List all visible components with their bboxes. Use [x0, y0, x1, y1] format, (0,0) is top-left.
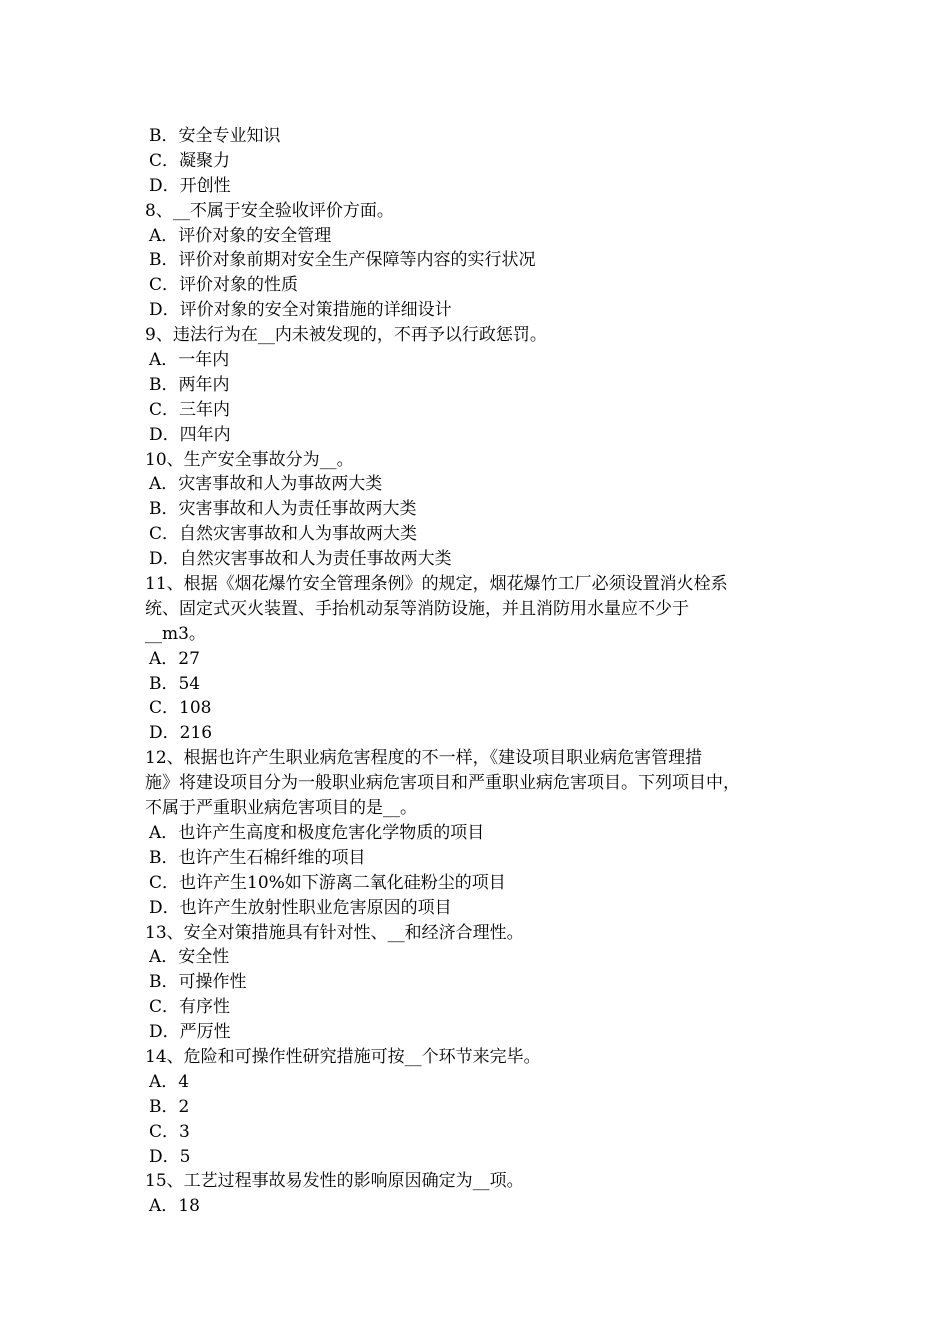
answer-option: C．凝聚力: [149, 150, 231, 171]
answer-option: A．一年内: [149, 350, 230, 371]
answer-option: C．也许产生10%如下游离二氧化硅粉尘的项目: [149, 872, 506, 893]
answer-option: C．评价对象的性质: [149, 275, 299, 296]
question-text: 15、工艺过程事故易发性的影响原因确定为__项。: [145, 1171, 524, 1192]
answer-option: D．5: [149, 1146, 191, 1167]
answer-option: B．2: [149, 1096, 190, 1117]
question-text: 11、根据《烟花爆竹安全管理条例》的规定，烟花爆竹工厂必须设置消火栓系: [145, 574, 728, 595]
question-text: 8、__不属于安全验收评价方面。: [145, 200, 394, 221]
answer-option: D．评价对象的安全对策措施的详细设计: [149, 300, 452, 321]
answer-option: D．也许产生放射性职业危害原因的项目: [149, 897, 452, 918]
question-text: __m3。: [145, 623, 206, 644]
answer-option: A．27: [149, 648, 200, 669]
answer-option: C．有序性: [149, 997, 231, 1018]
answer-option: C．108: [149, 698, 212, 719]
answer-option: B．可操作性: [149, 972, 247, 993]
answer-option: B．灾害事故和人为责任事故两大类: [149, 499, 417, 520]
answer-option: B．也许产生石棉纤维的项目: [149, 847, 366, 868]
question-text: 13、安全对策措施具有针对性、__和经济合理性。: [145, 922, 524, 943]
answer-option: D．自然灾害事故和人为责任事故两大类: [149, 549, 452, 570]
answer-option: C．三年内: [149, 399, 231, 420]
question-text: 9、违法行为在__内未被发现的，不再予以行政惩罚。: [145, 325, 547, 346]
answer-option: B．安全专业知识: [149, 126, 281, 146]
answer-option: C．自然灾害事故和人为事故两大类: [149, 524, 418, 545]
answer-option: A．安全性: [149, 947, 230, 968]
answer-option: B．54: [149, 673, 201, 694]
answer-option: A．评价对象的安全管理: [149, 225, 332, 246]
answer-option: D．216: [149, 723, 213, 744]
question-text: 不属于严重职业病危害项目的是__。: [145, 798, 417, 819]
document-body: [145, 124, 815, 1219]
answer-option: D．四年内: [149, 424, 231, 445]
answer-option: C．3: [149, 1121, 190, 1142]
question-text: 统、固定式灭火装置、手抬机动泵等消防设施，并且消防用水量应不少于: [145, 598, 689, 619]
answer-option: B．两年内: [149, 374, 230, 395]
answer-option: A．4: [149, 1071, 190, 1092]
answer-option: D．严厉性: [149, 1022, 231, 1043]
question-text: 10、生产安全事故分为__。: [145, 449, 354, 470]
answer-option: A．也许产生高度和极度危害化学物质的项目: [149, 822, 485, 843]
answer-option: B．评价对象前期对安全生产保障等内容的实行状况: [149, 250, 536, 271]
answer-option: A．18: [149, 1196, 200, 1217]
answer-option: A．灾害事故和人为事故两大类: [149, 474, 383, 495]
question-text: 施》将建设项目分为一般职业病危害项目和严重职业病危害项目。下列项目中，: [145, 773, 740, 794]
question-text: 12、根据也许产生职业病危害程度的不一样，《建设项目职业病危害管理措: [145, 748, 703, 769]
answer-option: D．开创性: [149, 175, 231, 196]
question-text: 14、危险和可操作性研究措施可按__个环节来完毕。: [145, 1046, 541, 1067]
